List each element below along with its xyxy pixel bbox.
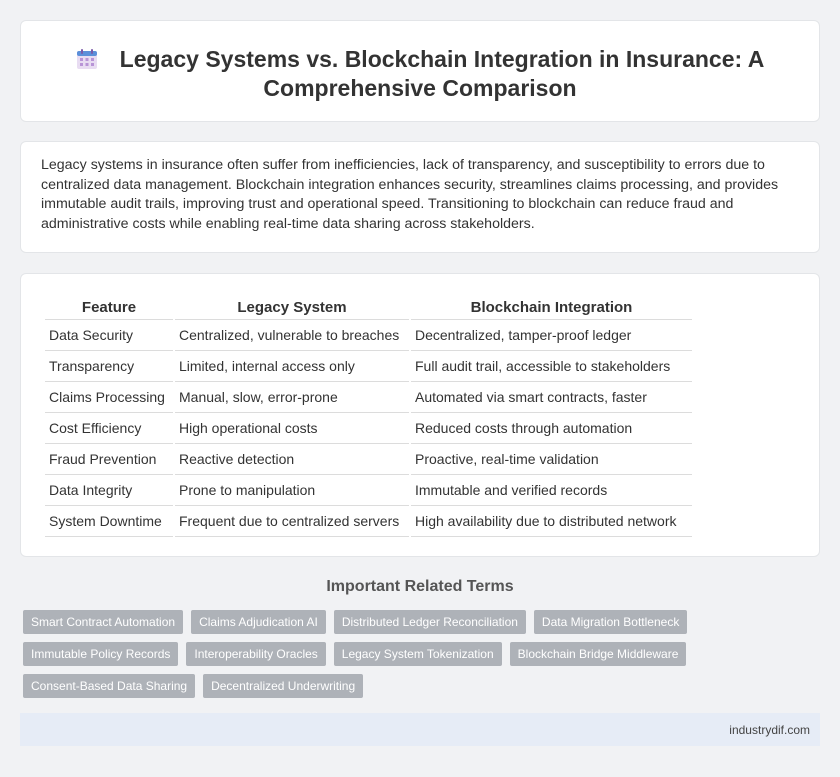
- page-title: [21, 45, 819, 103]
- intro-card: [20, 141, 820, 253]
- footer-site-name: industrydif.com: [729, 723, 810, 737]
- cell-blockchain: Proactive, real-time validation: [411, 444, 692, 475]
- cell-legacy: Limited, internal access only: [175, 351, 409, 382]
- header-blockchain-integration: Blockchain Integration: [411, 296, 692, 320]
- table-row: [45, 413, 692, 444]
- cell-feature: Claims Processing: [45, 382, 173, 413]
- table-row: [45, 351, 692, 382]
- term-tag[interactable]: Claims Adjudication AI: [191, 610, 326, 634]
- cell-blockchain: Full audit trail, accessible to stakeholders: [411, 351, 692, 382]
- table-row: [45, 382, 692, 413]
- page-title-text: Legacy Systems vs. Blockchain Integration in Insurance: A Comprehensive Comparison: [119, 46, 765, 101]
- related-terms-heading: Important Related Terms: [326, 578, 514, 595]
- cell-legacy: Reactive detection: [175, 444, 409, 475]
- term-tag[interactable]: Smart Contract Automation: [23, 610, 183, 634]
- cell-blockchain: Decentralized, tamper-proof ledger: [411, 320, 692, 351]
- cell-feature: Data Integrity: [45, 475, 173, 506]
- comparison-table: [43, 296, 694, 537]
- term-tag[interactable]: Legacy System Tokenization: [334, 642, 502, 666]
- cell-feature: Fraud Prevention: [45, 444, 173, 475]
- cell-blockchain: Immutable and verified records: [411, 475, 692, 506]
- term-tag[interactable]: Immutable Policy Records: [23, 642, 178, 666]
- table-header-row: [45, 296, 692, 320]
- intro-paragraph: Legacy systems in insurance often suffer from inefficiencies, lack of transparency, and susceptibility to errors due to centralized data management. Blockchain integration enhances security, streamlines claims processing, and provides immutable audit trails, improving trust and operational speed. Transitioning to blockchain can reduce fraud and administrative costs while enabling real-time data sharing across stakeholders.: [41, 157, 779, 232]
- term-tag[interactable]: Blockchain Bridge Middleware: [510, 642, 687, 666]
- cell-blockchain: Reduced costs through automation: [411, 413, 692, 444]
- header-legacy-system: Legacy System: [175, 296, 409, 320]
- cell-legacy: Frequent due to centralized servers: [175, 506, 409, 537]
- table-row: [45, 320, 692, 351]
- cell-feature: Transparency: [45, 351, 173, 382]
- header-feature: Feature: [45, 296, 173, 320]
- cell-blockchain: High availability due to distributed network: [411, 506, 692, 537]
- cell-legacy: High operational costs: [175, 413, 409, 444]
- table-row: [45, 506, 692, 537]
- term-tag[interactable]: Consent-Based Data Sharing: [23, 674, 195, 698]
- cell-feature: System Downtime: [45, 506, 173, 537]
- cell-legacy: Prone to manipulation: [175, 475, 409, 506]
- cell-blockchain: Automated via smart contracts, faster: [411, 382, 692, 413]
- cell-feature: Data Security: [45, 320, 173, 351]
- term-tag[interactable]: Decentralized Underwriting: [203, 674, 363, 698]
- term-tag[interactable]: Interoperability Oracles: [186, 642, 325, 666]
- table-row: [45, 475, 692, 506]
- cell-legacy: Centralized, vulnerable to breaches: [175, 320, 409, 351]
- cell-legacy: Manual, slow, error-prone: [175, 382, 409, 413]
- term-tag[interactable]: Data Migration Bottleneck: [534, 610, 687, 634]
- table-row: [45, 444, 692, 475]
- footer-bar: [20, 713, 820, 746]
- related-terms-list: [23, 610, 723, 698]
- header-card: [20, 20, 820, 122]
- cell-feature: Cost Efficiency: [45, 413, 173, 444]
- calendar-icon: [76, 48, 98, 70]
- comparison-card: [20, 273, 820, 557]
- term-tag[interactable]: Distributed Ledger Reconciliation: [334, 610, 526, 634]
